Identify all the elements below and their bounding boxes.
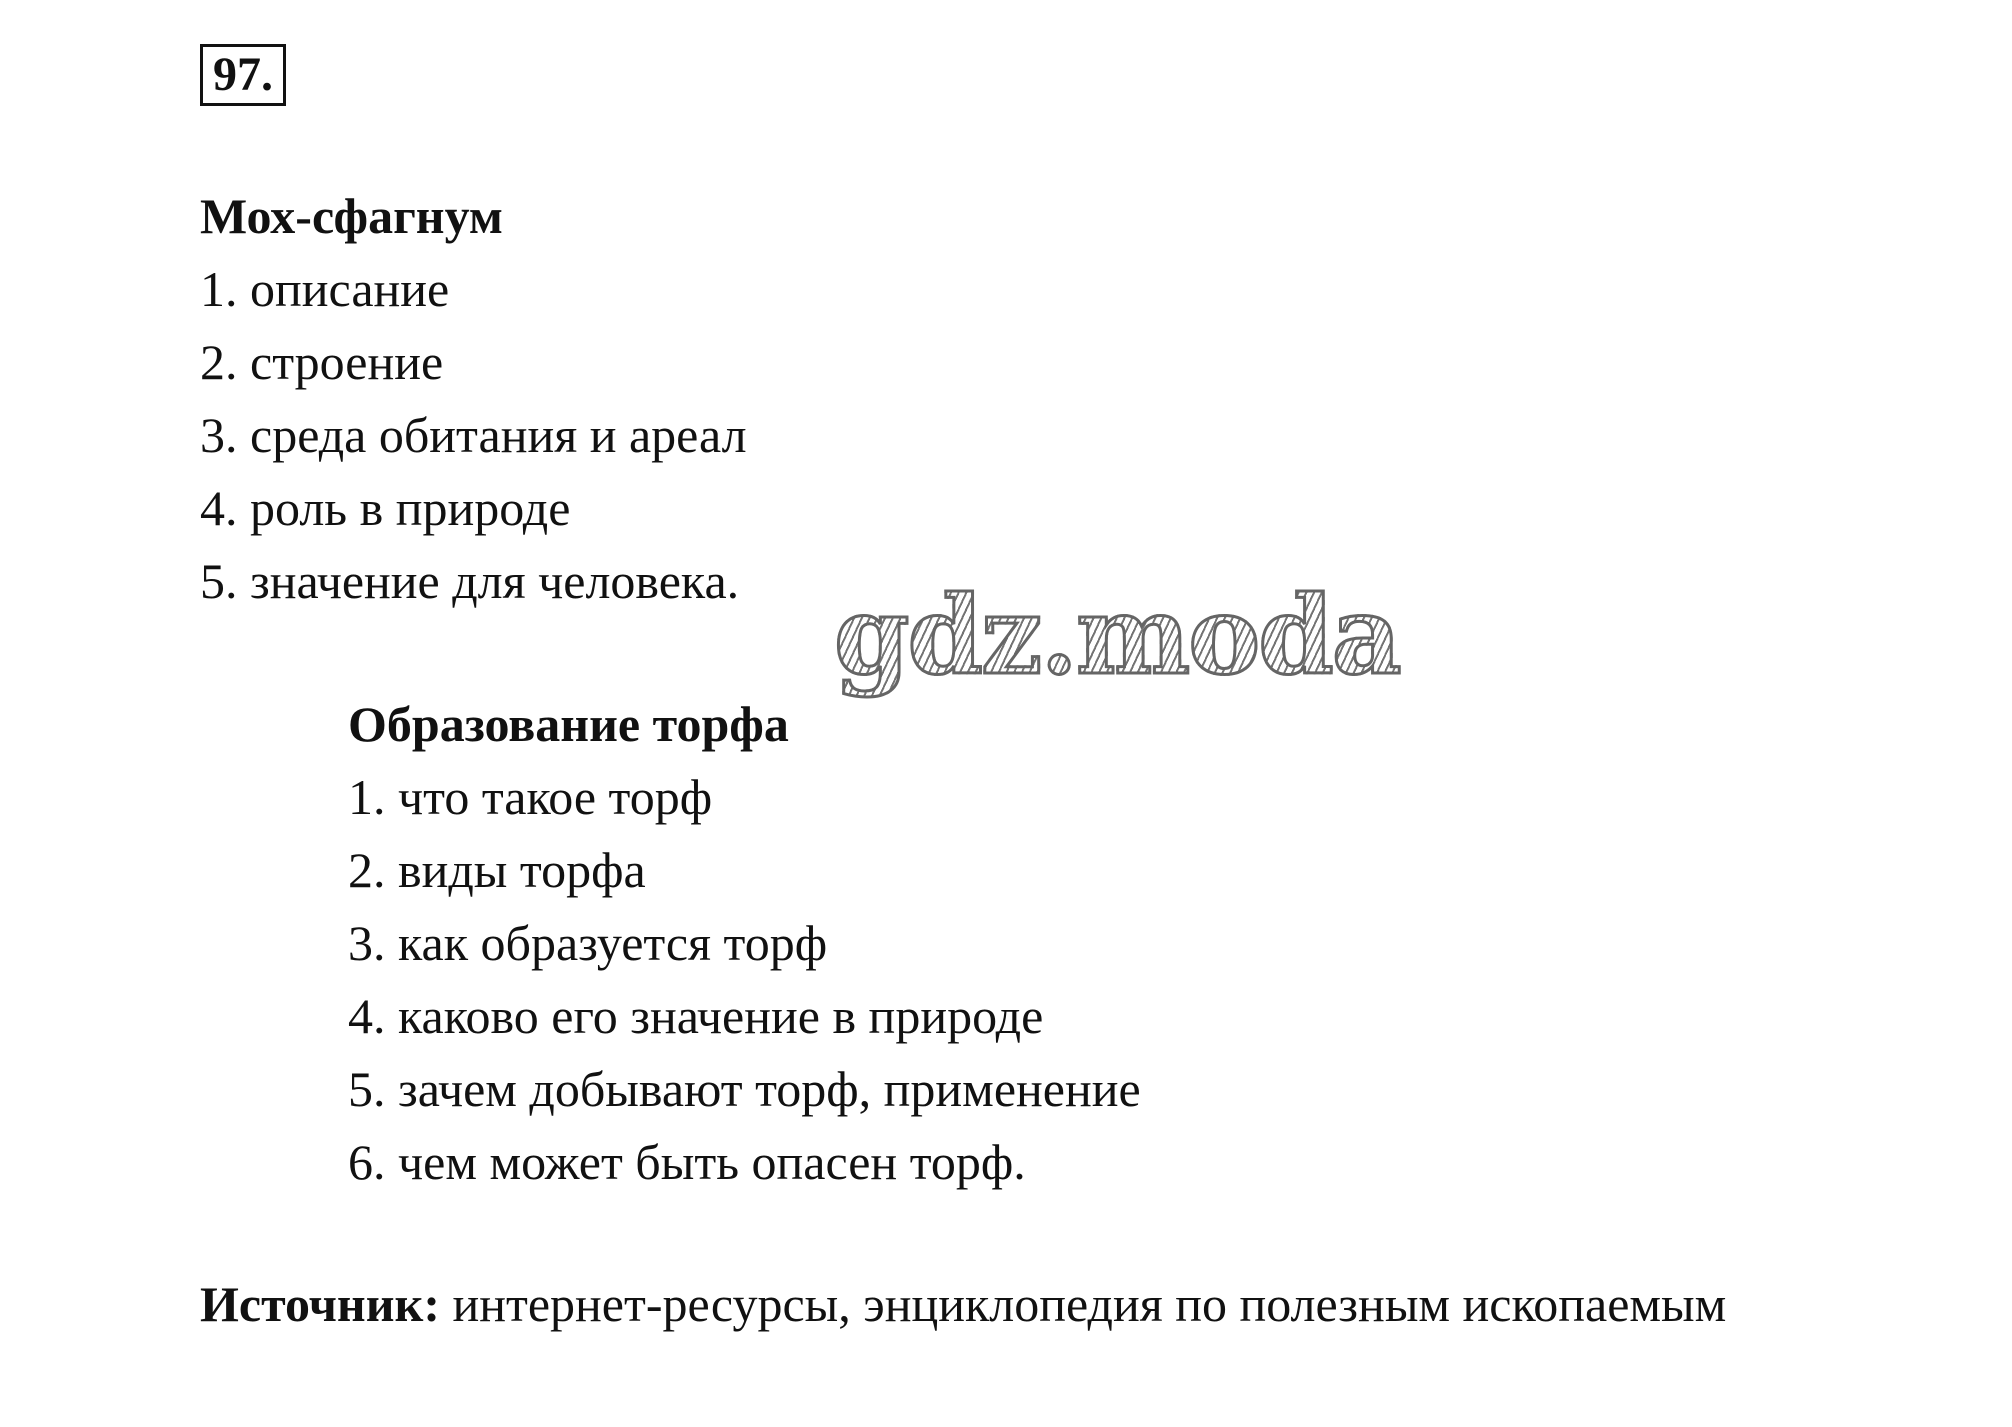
source-text: интернет-ресурсы, энциклопедия по полезным ископаемым [439,1276,1727,1332]
outline-list-moss [200,253,747,618]
list-item: 1. что такое торф [348,769,713,825]
list-item: 5. зачем добывают торф, применение [348,1061,1141,1117]
source-line [200,1268,1726,1341]
list-item: 6. чем может быть опасен торф. [348,1134,1026,1190]
watermark-logo: gdz.moda [834,573,1400,699]
section-title-peat: Образование торфа [348,696,789,752]
list-item: 2. строение [200,334,444,390]
section-peat-formation [348,688,1141,1199]
source-label: Источник: [200,1276,440,1332]
task-number: 97. [213,48,273,101]
outline-list-peat [348,761,1141,1199]
list-item: 2. виды торфа [348,842,646,898]
section-title-moss: Мох-сфагнум [200,188,503,244]
section-moss-sphagnum [200,180,747,618]
list-item: 4. роль в природе [200,480,571,536]
list-item: 5. значение для человека. [200,553,740,609]
list-item: 4. каково его значение в природе [348,988,1044,1044]
list-item: 3. как образуется торф [348,915,828,971]
list-item: 3. среда обитания и ареал [200,407,747,463]
list-item: 1. описание [200,261,450,317]
task-number-box [200,44,286,106]
